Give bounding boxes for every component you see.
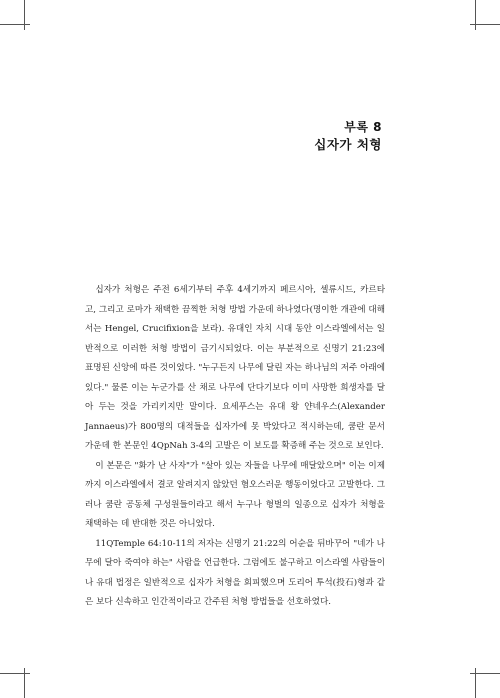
body-text	[85, 281, 385, 613]
crop-mark	[24, 668, 25, 698]
appendix-label: 부록 8	[344, 120, 382, 134]
crop-mark	[0, 673, 30, 674]
appendix-heading	[314, 118, 382, 154]
crop-mark	[24, 0, 25, 30]
paragraph: 이 본문은 "화가 난 사자"가 "살아 있는 자들을 나무에 매달았으며" 이는 이제까지 이스라엘에서 결코 알려지지 않았던 혐오스러운 행동이었다고 고발한다. 그러나 쿰란 공동체 구성원들이라고 해서 누구나 형벌의 일종으로 십자가 처형을 채택하는 데 반대한 것은 아니었다.	[85, 460, 385, 529]
crop-mark	[475, 668, 476, 698]
paragraph: 11QTemple 64:10-11의 저자는 신명기 21:22의 어순을 뒤바꾸어 "네가 나무에 달아 죽여야 하는" 사람을 언급한다. 그럼에도 불구하고 이스라엘 사람들이나 유대 법정은 일반적으로 십자가 처형을 회피했으며 도리어 투석(投石)형과 같은 보다 신속하고 인간적이라고 간주된 처형 방법들을 선호하였다.	[85, 538, 385, 607]
paragraph: 십자가 처형은 주전 6세기부터 주후 4세기까지 페르시아, 셀류시드, 카르타고, 그리고 로마가 채택한 끔찍한 처형 방법 가운데 하나였다(명이한 개관에 대해서는 Hengel, Crucifixion을 보라). 유대인 자치 시대 동안 이스라엘에서는 일반적으로 이러한 처형 방법이 금기시되었다. 이는 부분적으로 신명기 21:23에 표명된 신앙에 따른 것이었다. "누구든지 나무에 달린 자는 하나님의 저주 아래에 있다." 물론 이는 누군가를 산 채로 나무에 단다기보다 이미 사망한 희생자를 달아 두는 것을 가리키지만 말이다. 요세푸스는 유대 왕 얀네우스(Alexander Jannaeus)가 800명의 대적들을 십자가에 못 박았다고 적시하는데, 쿰란 문서 가운데 한 본문인 4QpNah 3-4의 고발은 이 보도를 확증해 주는 것으로 보인다.	[85, 285, 385, 451]
crop-mark	[475, 0, 476, 30]
appendix-title: 십자가 처형	[314, 137, 382, 152]
crop-mark	[0, 24, 30, 25]
